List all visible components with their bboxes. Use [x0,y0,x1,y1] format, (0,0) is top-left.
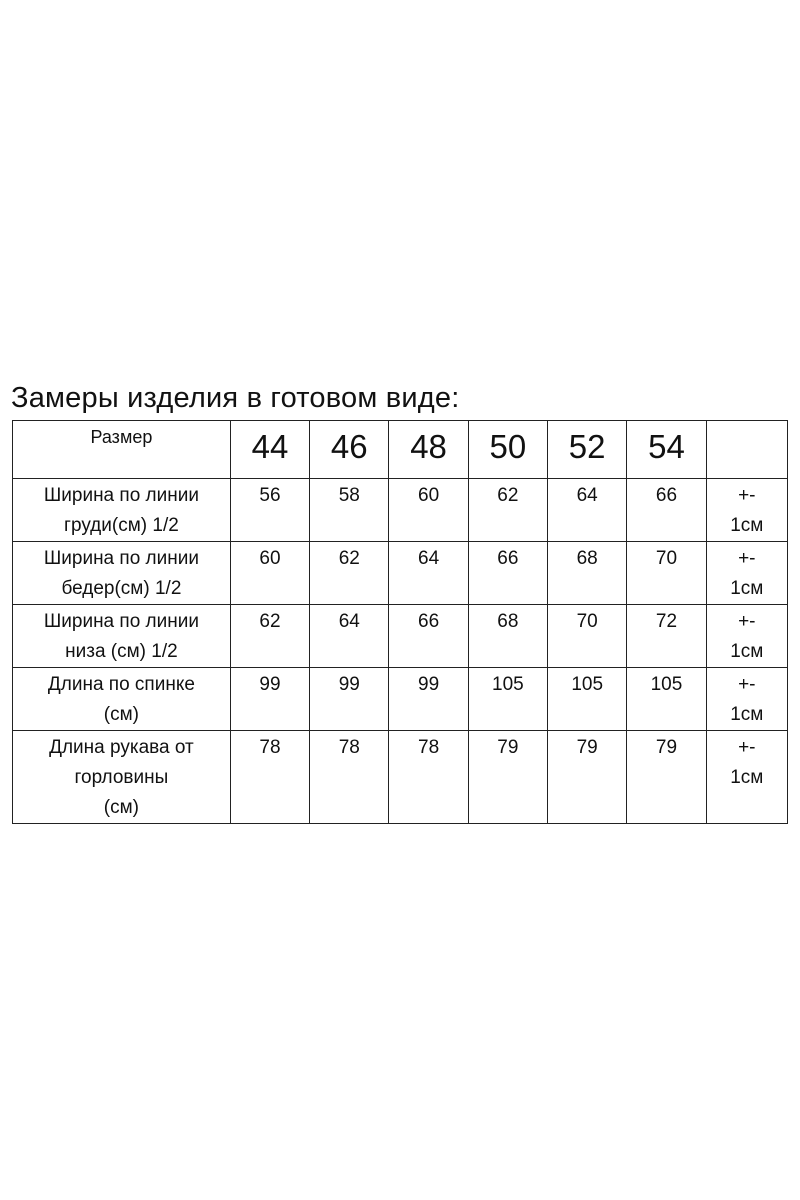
cell-value: 78 [418,737,440,758]
size-52: 52 [568,428,606,465]
size-46: 46 [330,428,368,465]
cell-value: 105 [650,674,683,695]
tolerance-cell [706,668,787,731]
value-cell [468,731,547,824]
size-chart-table [12,420,788,824]
cell-value: 78 [338,737,360,758]
cell-value: 62 [497,485,519,506]
table-row [13,668,788,731]
value-cell [468,668,547,731]
row-label-cell [13,668,231,731]
cell-value: 60 [418,485,440,506]
value-cell [310,731,389,824]
page-title: Замеры изделия в готовом виде: [11,382,460,414]
value-cell [627,668,706,731]
value-cell [389,668,468,731]
value-cell [548,605,627,668]
cell-value: 70 [655,548,678,569]
value-cell [548,731,627,824]
value-cell [310,542,389,605]
tolerance-cell [706,605,787,668]
row-label-hem-width: Ширина по линии низа (см) 1/2 [43,611,199,662]
value-cell [230,605,309,668]
row-label-hip-width: Ширина по линии бедер(см) 1/2 [43,548,199,599]
value-cell [627,479,706,542]
header-cell-label [13,421,231,479]
size-48: 48 [410,428,447,465]
header-cell-size [310,421,389,479]
value-cell [627,605,706,668]
tolerance-cell [706,731,787,824]
cell-value: 64 [576,485,598,506]
table-row [13,479,788,542]
row-label-cell [13,731,231,824]
value-cell [230,542,309,605]
tolerance-value: +- 1см [730,674,764,725]
row-label-cell [13,542,231,605]
value-cell [310,605,389,668]
cell-value: 78 [259,737,281,758]
cell-value: 105 [492,674,524,695]
table-row [13,605,788,668]
value-cell [230,479,309,542]
cell-value: 56 [259,485,281,506]
tolerance-cell [706,479,787,542]
value-cell [627,731,706,824]
row-label-cell [13,605,231,668]
table-row [13,731,788,824]
value-cell [389,542,468,605]
value-cell [230,731,309,824]
tolerance-cell [706,542,787,605]
row-label-back-length: Длина по спинке (см) [47,674,195,725]
row-label-cell [13,479,231,542]
cell-value: 66 [497,548,519,569]
cell-value: 99 [338,674,360,695]
tolerance-value: +- 1см [730,548,764,599]
cell-value: 72 [655,611,678,632]
value-cell [310,668,389,731]
size-54: 54 [648,428,685,465]
value-cell [627,542,706,605]
cell-value: 99 [259,674,281,695]
cell-value: 66 [418,611,440,632]
cell-value: 68 [576,548,598,569]
value-cell [389,605,468,668]
header-cell-size [548,421,627,479]
cell-value: 105 [571,674,604,695]
cell-value: 99 [418,674,440,695]
value-cell [310,479,389,542]
cell-value: 68 [497,611,519,632]
header-cell-size [627,421,706,479]
value-cell [468,605,547,668]
value-cell [548,479,627,542]
value-cell [468,479,547,542]
value-cell [548,668,627,731]
cell-value: 64 [338,611,360,632]
cell-value: 79 [576,737,598,758]
table-header-row [13,421,788,479]
tolerance-value: +- 1см [730,737,764,788]
row-label-sleeve-length: Длина рукава от горловины (см) [49,737,194,818]
size-44: 44 [251,428,289,465]
cell-value: 70 [576,611,598,632]
cell-value: 58 [338,485,360,506]
cell-value: 60 [259,548,281,569]
value-cell [468,542,547,605]
table-row [13,542,788,605]
size-50: 50 [489,428,527,465]
cell-value: 66 [655,485,678,506]
header-cell-size [468,421,547,479]
cell-value: 62 [338,548,360,569]
header-cell-size [230,421,309,479]
cell-value: 79 [655,737,678,758]
size-header-label: Размер [90,427,153,447]
row-label-chest-width: Ширина по линии груди(см) 1/2 [43,485,199,536]
cell-value: 79 [497,737,519,758]
value-cell [548,542,627,605]
tolerance-value: +- 1см [730,485,764,536]
value-cell [230,668,309,731]
header-cell-empty [706,421,787,479]
header-cell-size [389,421,468,479]
cell-value: 64 [418,548,440,569]
value-cell [389,731,468,824]
tolerance-value: +- 1см [730,611,764,662]
value-cell [389,479,468,542]
cell-value: 62 [259,611,281,632]
